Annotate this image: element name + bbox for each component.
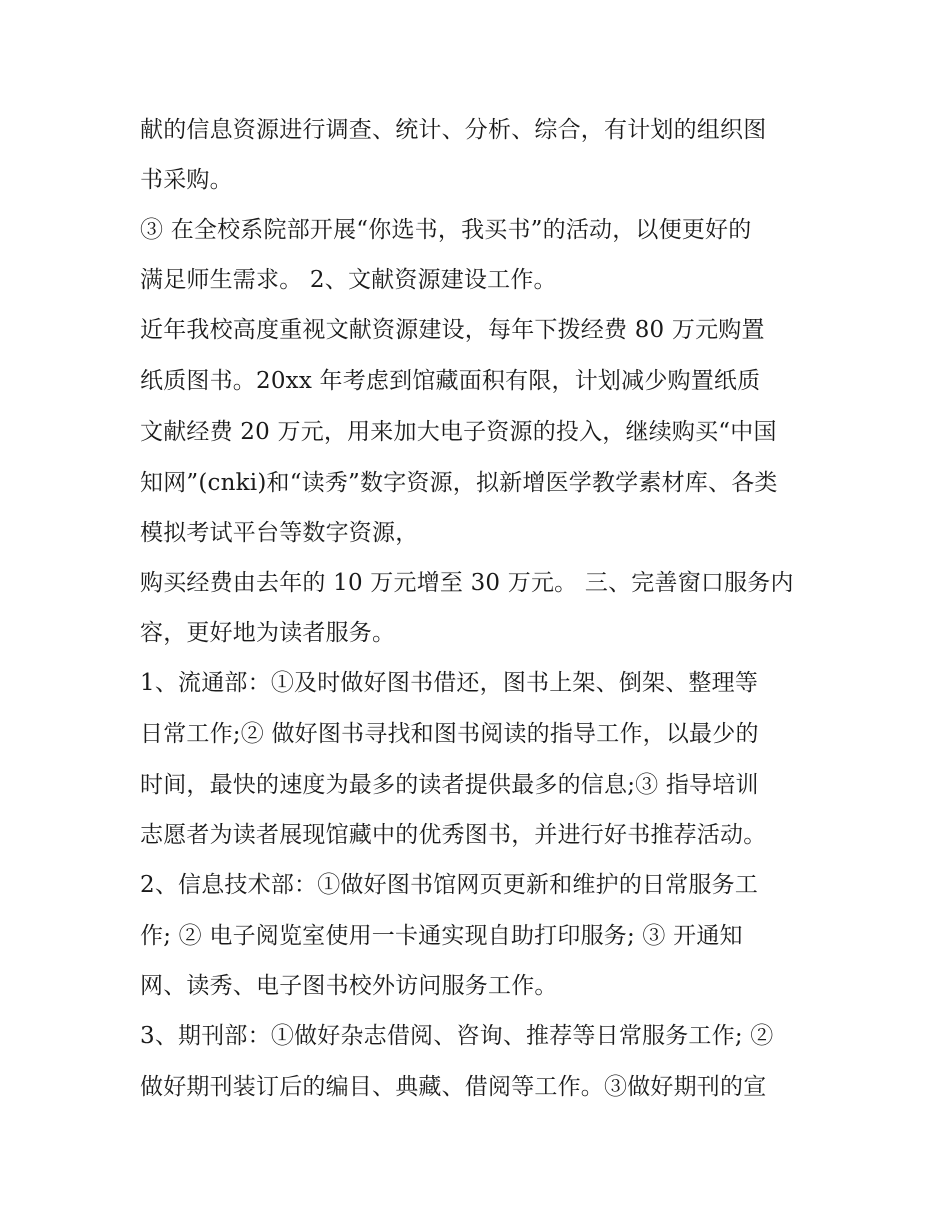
paragraph	[140, 105, 820, 205]
paragraph	[140, 305, 820, 558]
text-line: 近年我校高度重视文献资源建设，每年下拨经费 80 万元购置	[140, 317, 765, 343]
text-line: 日常工作;② 做好图书寻找和图书阅读的指导工作，以最少的	[140, 721, 759, 747]
text-line: 知网”(cnki)和“读秀”数字资源，拟新增医学教学素材库、各类	[140, 470, 778, 496]
text-line: 模拟考试平台等数字资源，	[140, 520, 419, 546]
paragraph	[140, 205, 820, 305]
text-line: 献的信息资源进行调查、统计、分析、综合，有计划的组织图	[140, 117, 767, 143]
document-body	[140, 105, 820, 1113]
text-line: 作; ② 电子阅览室使用一卡通实现自助打印服务; ③ 开通知	[140, 923, 743, 949]
text-line: 志愿者为读者展现馆藏中的优秀图书，并进行好书推荐活动。	[140, 822, 767, 848]
text-line: 文献经费 20 万元，用来加大电子资源的投入，继续购买“中国	[140, 419, 777, 445]
text-line: 2、信息技术部：①做好图书馆网页更新和维护的日常服务工	[140, 872, 759, 898]
paragraph	[140, 860, 820, 1011]
text-line: 书采购。	[140, 167, 233, 193]
text-line: 时间，最快的速度为最多的读者提供最多的信息;③ 指导培训	[140, 772, 759, 798]
text-line: 3、期刊部：①做好杂志借阅、咨询、推荐等日常服务工作; ②	[140, 1023, 774, 1049]
paragraph	[140, 658, 820, 860]
text-line: 满足师生需求。 2、文献资源建设工作。	[140, 267, 557, 293]
text-line: 购买经费由去年的 10 万元增至 30 万元。 三、完善窗口服务内	[140, 570, 794, 596]
text-line: 纸质图书。20xx 年考虑到馆藏面积有限，计划减少购置纸质	[140, 368, 761, 394]
paragraph	[140, 558, 820, 658]
text-line: 容，更好地为读者服务。	[140, 620, 396, 646]
text-line: ③ 在全校系院部开展“你选书，我买书”的活动，以便更好的	[140, 217, 752, 243]
paragraph	[140, 1011, 820, 1113]
text-line: 做好期刊装订后的编目、典藏、借阅等工作。③做好期刊的宣	[140, 1074, 767, 1100]
text-line: 1、流通部：①及时做好图书借还，图书上架、倒架、整理等	[140, 670, 759, 696]
text-line: 网、读秀、电子图书校外访问服务工作。	[140, 973, 558, 999]
